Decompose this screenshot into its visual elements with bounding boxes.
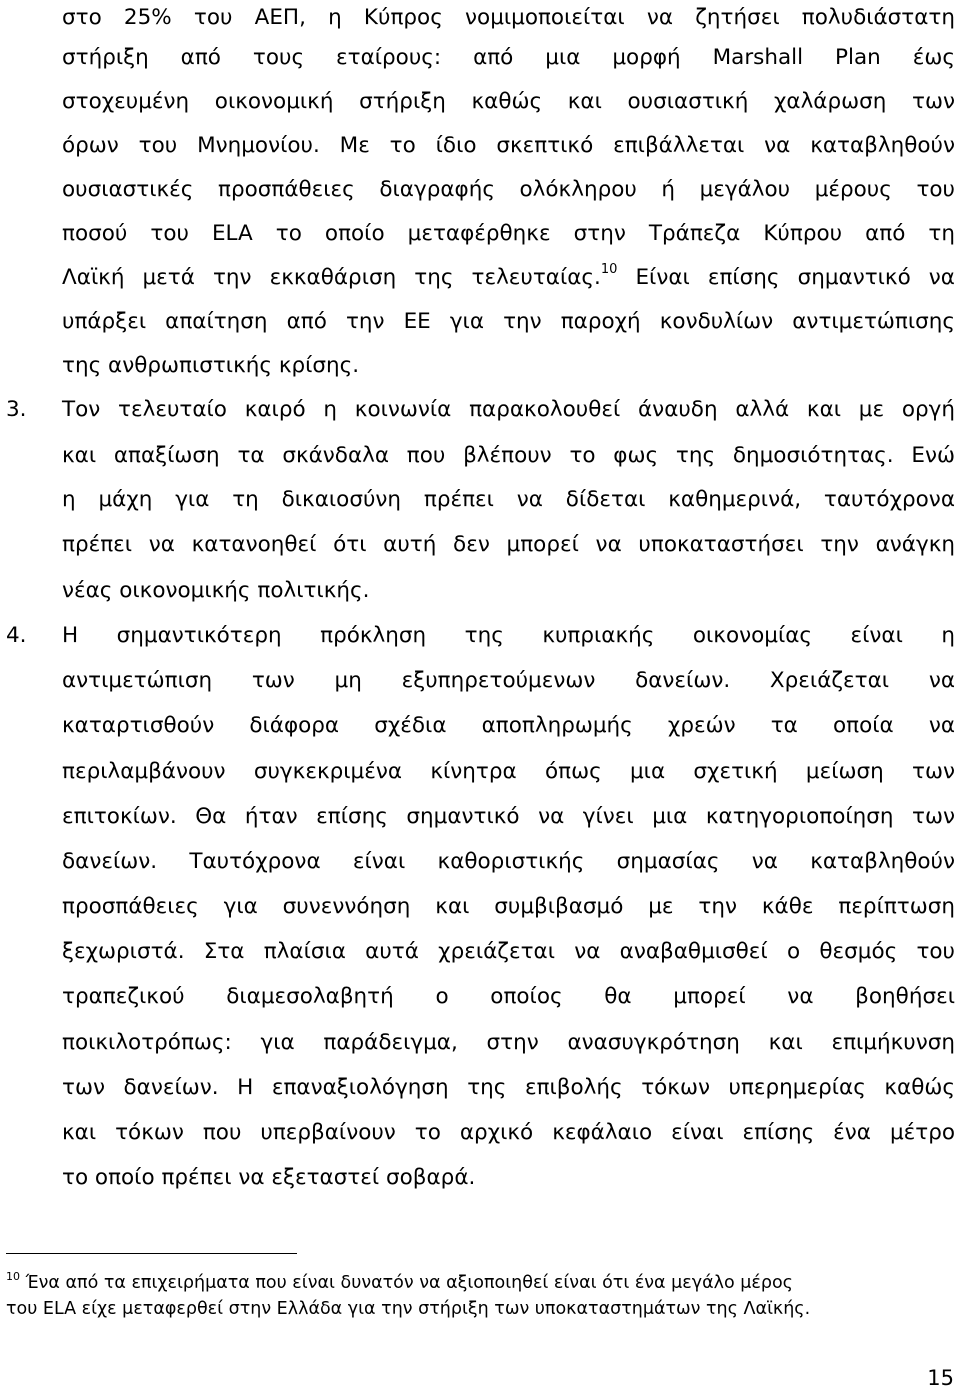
text-line: περιλαμβάνουν συγκεκριμένα κίνητρα όπως μια σχετική μείωση των — [62, 759, 955, 784]
text-line: ποικιλοτρόπως: για παράδειγμα, στην ανασυγκρότηση και επιμήκυνση — [62, 1030, 955, 1055]
text-line: Τον τελευταίο καιρό η κοινωνία παρακολουθεί άναυδη αλλά και με οργή — [62, 397, 955, 422]
text-line: πρέπει να κατανοηθεί ότι αυτή δεν μπορεί να υποκαταστήσει την ανάγκη — [62, 532, 955, 557]
text-fragment: Λαϊκή μετά την εκκαθάριση της τελευταίας. — [62, 265, 601, 290]
footnote-reference: 10 — [600, 262, 618, 277]
text-line: τραπεζικού διαμεσολαβητή ο οποίος θα μπορεί να βοηθήσει — [62, 984, 955, 1009]
text-line: στο 25% του ΑΕΠ, η Κύπρος νομιμοποιείται να ζητήσει πολυδιάστατη — [62, 5, 955, 30]
text-fragment: Είναι επίσης σημαντικό να — [617, 265, 955, 290]
text-line: στοχευμένη οικονομική στήριξη καθώς και ουσιαστική χαλάρωση των — [62, 89, 955, 114]
text-line: προσπάθειες για συνεννόηση και συμβιβασμό με την κάθε περίπτωση — [62, 894, 955, 919]
text-line-with-footnote-ref — [62, 263, 955, 293]
list-number: 4. — [6, 623, 27, 648]
text-line: επιτοκίων. Θα ήταν επίσης σημαντικό να γίνει μια κατηγοριοποίηση των — [62, 804, 955, 829]
page-number: 15 — [927, 1366, 954, 1390]
text-line: Η σημαντικότερη πρόκληση της κυπριακής οικονομίας είναι η — [62, 623, 955, 648]
text-line: ποσού του ELA το οποίο μεταφέρθηκε στην Τράπεζα Κύπρου από τη — [62, 221, 955, 246]
text-line: η μάχη για τη δικαιοσύνη πρέπει να δίδεται καθημερινά, ταυτόχρονα — [62, 487, 955, 512]
footnote-separator — [6, 1253, 297, 1254]
footnote-line: του ELA είχε μεταφερθεί στην Ελλάδα για την στήριξη των υποκαταστημάτων της Λαϊκής. — [6, 1299, 811, 1319]
footnote-text: Ένα από τα επιχειρήματα που είναι δυνατόν να αξιοποιηθεί είναι ότι ένα μεγάλο μέρος — [20, 1273, 793, 1293]
text-line: υπάρξει απαίτηση από την ΕΕ για την παροχή κονδυλίων αντιμετώπισης — [62, 309, 955, 334]
text-line: καταρτισθούν διάφορα σχέδια αποπληρωμής χρεών τα οποία να — [62, 713, 955, 738]
text-line: και τόκων που υπερβαίνουν το αρχικό κεφάλαιο είναι επίσης ένα μέτρο — [62, 1120, 955, 1145]
text-line: και απαξίωση τα σκάνδαλα που βλέπουν το φως της δημοσιότητας. Ενώ — [62, 443, 955, 468]
text-line: ουσιαστικές προσπάθειες διαγραφής ολόκληρου ή μεγάλου μέρους του — [62, 177, 955, 202]
footnote-line — [6, 1270, 956, 1296]
text-line: ξεχωριστά. Στα πλαίσια αυτά χρειάζεται να αναβαθμισθεί ο θεσμός του — [62, 939, 955, 964]
text-line: της ανθρωπιστικής κρίσης. — [62, 353, 360, 378]
text-line: στήριξη από τους εταίρους: από μια μορφή Marshall Plan έως — [62, 45, 955, 70]
text-line: το οποίο πρέπει να εξεταστεί σοβαρά. — [62, 1165, 476, 1190]
text-line: δανείων. Ταυτόχρονα είναι καθοριστικής σημασίας να καταβληθούν — [62, 849, 955, 874]
text-line: των δανείων. Η επαναξιολόγηση της επιβολής τόκων υπερημερίας καθώς — [62, 1075, 955, 1100]
list-number: 3. — [6, 397, 27, 422]
footnote-number: 10 — [6, 1270, 20, 1283]
text-line: όρων του Μνημονίου. Με το ίδιο σκεπτικό επιβάλλεται να καταβληθούν — [62, 133, 955, 158]
text-line: νέας οικονομικής πολιτικής. — [62, 578, 370, 603]
text-line: αντιμετώπιση των μη εξυπηρετούμενων δανείων. Χρειάζεται να — [62, 668, 955, 693]
